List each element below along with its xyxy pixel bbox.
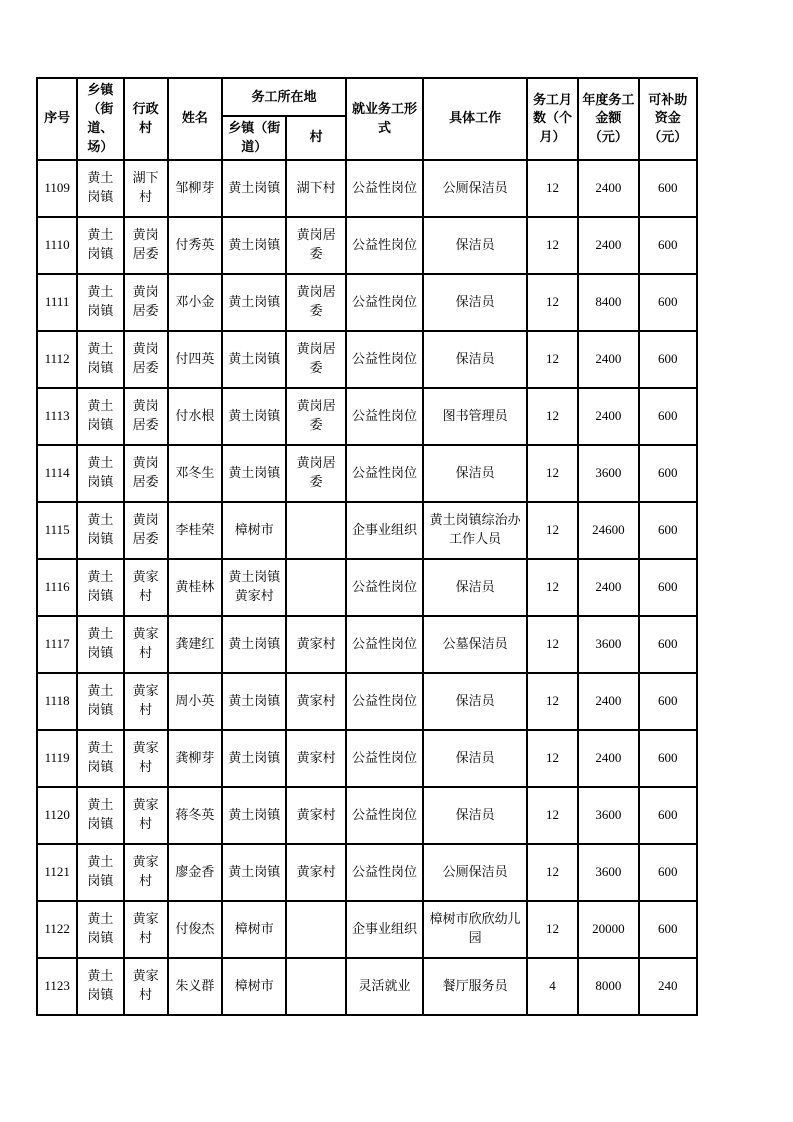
cell-months: 12 [527,160,578,217]
cell-seq: 1116 [37,559,77,616]
header-name: 姓名 [168,78,222,160]
cell-form: 公益性岗位 [346,217,423,274]
cell-work-village: 黄家村 [286,844,345,901]
cell-town: 黄土岗镇 [77,217,123,274]
cell-name: 龚建红 [168,616,222,673]
cell-amount: 8000 [578,958,638,1015]
cell-work-village: 黄岗居委 [286,217,345,274]
cell-name: 邓小金 [168,274,222,331]
cell-village: 黄家村 [124,958,168,1015]
cell-town: 黄土岗镇 [77,844,123,901]
cell-job: 保洁员 [423,445,527,502]
cell-work-village [286,559,345,616]
cell-months: 12 [527,730,578,787]
cell-job: 公厕保洁员 [423,160,527,217]
cell-seq: 1120 [37,787,77,844]
cell-name: 蒋冬英 [168,787,222,844]
cell-town: 黄土岗镇 [77,616,123,673]
cell-months: 12 [527,901,578,958]
cell-amount: 2400 [578,331,638,388]
cell-name: 付秀英 [168,217,222,274]
header-amount: 年度务工金额（元） [578,78,638,160]
header-town: 乡镇（街道、场） [77,78,123,160]
cell-work-village: 黄岗居委 [286,274,345,331]
cell-form: 企事业组织 [346,901,423,958]
cell-job: 保洁员 [423,787,527,844]
table-row [37,616,697,673]
cell-subsidy: 600 [639,217,697,274]
cell-form: 公益性岗位 [346,445,423,502]
cell-subsidy: 600 [639,502,697,559]
cell-subsidy: 600 [639,730,697,787]
cell-town: 黄土岗镇 [77,502,123,559]
cell-amount: 2400 [578,673,638,730]
cell-village: 黄家村 [124,673,168,730]
cell-form: 公益性岗位 [346,274,423,331]
table-row [37,217,697,274]
cell-months: 12 [527,559,578,616]
cell-work-village: 黄家村 [286,730,345,787]
cell-town: 黄土岗镇 [77,901,123,958]
header-seq: 序号 [37,78,77,160]
cell-subsidy: 600 [639,616,697,673]
cell-subsidy: 600 [639,844,697,901]
cell-months: 12 [527,445,578,502]
header-work-town: 乡镇（街道） [222,116,286,160]
cell-town: 黄土岗镇 [77,559,123,616]
cell-job: 樟树市欣欣幼儿园 [423,901,527,958]
cell-subsidy: 240 [639,958,697,1015]
cell-seq: 1122 [37,901,77,958]
cell-village: 黄家村 [124,730,168,787]
cell-work-village: 黄岗居委 [286,388,345,445]
cell-amount: 3600 [578,844,638,901]
cell-amount: 20000 [578,901,638,958]
cell-months: 12 [527,331,578,388]
cell-form: 灵活就业 [346,958,423,1015]
cell-town: 黄土岗镇 [77,160,123,217]
cell-job: 公墓保洁员 [423,616,527,673]
cell-amount: 8400 [578,274,638,331]
cell-job: 保洁员 [423,559,527,616]
cell-months: 12 [527,616,578,673]
cell-form: 公益性岗位 [346,616,423,673]
header-subsidy: 可补助资金（元） [639,78,697,160]
cell-months: 12 [527,844,578,901]
cell-work-town: 黄土岗镇 [222,616,286,673]
cell-name: 朱义群 [168,958,222,1015]
cell-months: 12 [527,787,578,844]
header-row-1 [37,78,697,116]
cell-form: 企事业组织 [346,502,423,559]
table-row [37,559,697,616]
cell-months: 12 [527,502,578,559]
cell-months: 12 [527,274,578,331]
cell-form: 公益性岗位 [346,730,423,787]
cell-seq: 1109 [37,160,77,217]
table-row [37,274,697,331]
cell-village: 黄岗居委 [124,274,168,331]
table-row [37,958,697,1015]
cell-seq: 1111 [37,274,77,331]
table-row [37,160,697,217]
cell-job: 保洁员 [423,673,527,730]
cell-job: 黄土岗镇综治办工作人员 [423,502,527,559]
cell-town: 黄土岗镇 [77,388,123,445]
cell-seq: 1119 [37,730,77,787]
cell-form: 公益性岗位 [346,559,423,616]
cell-town: 黄土岗镇 [77,673,123,730]
cell-work-village: 黄岗居委 [286,331,345,388]
cell-village: 黄岗居委 [124,445,168,502]
cell-work-village: 黄家村 [286,616,345,673]
header-work-location-group: 务工所在地 [222,78,346,116]
cell-job: 公厕保洁员 [423,844,527,901]
cell-name: 李桂荣 [168,502,222,559]
cell-amount: 2400 [578,160,638,217]
table-row [37,445,697,502]
cell-subsidy: 600 [639,673,697,730]
cell-name: 廖金香 [168,844,222,901]
cell-seq: 1121 [37,844,77,901]
cell-months: 12 [527,673,578,730]
cell-work-town: 樟树市 [222,958,286,1015]
table-row [37,787,697,844]
table-header [37,78,697,160]
cell-form: 公益性岗位 [346,388,423,445]
cell-work-town: 黄土岗镇 [222,160,286,217]
cell-name: 邹柳芽 [168,160,222,217]
cell-work-village: 黄家村 [286,787,345,844]
cell-seq: 1112 [37,331,77,388]
cell-amount: 2400 [578,559,638,616]
cell-work-town: 黄土岗镇黄家村 [222,559,286,616]
cell-name: 龚柳芽 [168,730,222,787]
cell-work-village: 湖下村 [286,160,345,217]
header-job: 具体工作 [423,78,527,160]
cell-work-village [286,958,345,1015]
cell-work-town: 黄土岗镇 [222,673,286,730]
cell-amount: 2400 [578,730,638,787]
cell-subsidy: 600 [639,274,697,331]
cell-form: 公益性岗位 [346,844,423,901]
cell-work-village: 黄岗居委 [286,445,345,502]
header-village: 行政村 [124,78,168,160]
cell-form: 公益性岗位 [346,331,423,388]
cell-subsidy: 600 [639,787,697,844]
cell-work-town: 黄土岗镇 [222,445,286,502]
cell-name: 付四英 [168,331,222,388]
cell-seq: 1113 [37,388,77,445]
cell-subsidy: 600 [639,388,697,445]
cell-amount: 3600 [578,616,638,673]
cell-subsidy: 600 [639,445,697,502]
cell-work-town: 黄土岗镇 [222,331,286,388]
cell-amount: 3600 [578,445,638,502]
cell-town: 黄土岗镇 [77,331,123,388]
cell-name: 黄桂林 [168,559,222,616]
cell-name: 付水根 [168,388,222,445]
cell-form: 公益性岗位 [346,673,423,730]
table-row [37,730,697,787]
cell-work-village [286,901,345,958]
cell-work-town: 樟树市 [222,901,286,958]
cell-job: 保洁员 [423,331,527,388]
cell-work-town: 樟树市 [222,502,286,559]
cell-seq: 1117 [37,616,77,673]
cell-work-town: 黄土岗镇 [222,730,286,787]
table-row [37,502,697,559]
header-form: 就业务工形式 [346,78,423,160]
cell-village: 黄家村 [124,559,168,616]
table-row [37,331,697,388]
cell-village: 黄家村 [124,844,168,901]
cell-work-village [286,502,345,559]
cell-work-town: 黄土岗镇 [222,217,286,274]
table-body [37,160,697,1015]
cell-job: 保洁员 [423,274,527,331]
table-row [37,388,697,445]
header-work-village: 村 [286,116,345,160]
cell-work-town: 黄土岗镇 [222,388,286,445]
cell-amount: 2400 [578,388,638,445]
cell-name: 邓冬生 [168,445,222,502]
table-row [37,901,697,958]
cell-work-town: 黄土岗镇 [222,844,286,901]
cell-name: 周小英 [168,673,222,730]
cell-subsidy: 600 [639,901,697,958]
cell-seq: 1114 [37,445,77,502]
cell-town: 黄土岗镇 [77,958,123,1015]
table-row [37,673,697,730]
cell-village: 湖下村 [124,160,168,217]
cell-town: 黄土岗镇 [77,787,123,844]
cell-job: 餐厅服务员 [423,958,527,1015]
cell-village: 黄岗居委 [124,331,168,388]
cell-job: 保洁员 [423,730,527,787]
cell-name: 付俊杰 [168,901,222,958]
cell-town: 黄土岗镇 [77,445,123,502]
cell-town: 黄土岗镇 [77,274,123,331]
cell-months: 4 [527,958,578,1015]
cell-village: 黄岗居委 [124,217,168,274]
cell-subsidy: 600 [639,160,697,217]
cell-village: 黄岗居委 [124,502,168,559]
cell-months: 12 [527,388,578,445]
cell-amount: 3600 [578,787,638,844]
labor-subsidy-table [36,77,698,1016]
cell-work-town: 黄土岗镇 [222,787,286,844]
cell-amount: 2400 [578,217,638,274]
cell-seq: 1123 [37,958,77,1015]
cell-amount: 24600 [578,502,638,559]
cell-form: 公益性岗位 [346,787,423,844]
cell-subsidy: 600 [639,331,697,388]
cell-form: 公益性岗位 [346,160,423,217]
header-months: 务工月数（个月） [527,78,578,160]
cell-months: 12 [527,217,578,274]
cell-seq: 1115 [37,502,77,559]
cell-village: 黄家村 [124,616,168,673]
cell-job: 保洁员 [423,217,527,274]
cell-seq: 1110 [37,217,77,274]
cell-job: 图书管理员 [423,388,527,445]
cell-work-village: 黄家村 [286,673,345,730]
cell-village: 黄家村 [124,787,168,844]
cell-work-town: 黄土岗镇 [222,274,286,331]
cell-village: 黄家村 [124,901,168,958]
cell-seq: 1118 [37,673,77,730]
cell-subsidy: 600 [639,559,697,616]
cell-town: 黄土岗镇 [77,730,123,787]
cell-village: 黄岗居委 [124,388,168,445]
table-row [37,844,697,901]
